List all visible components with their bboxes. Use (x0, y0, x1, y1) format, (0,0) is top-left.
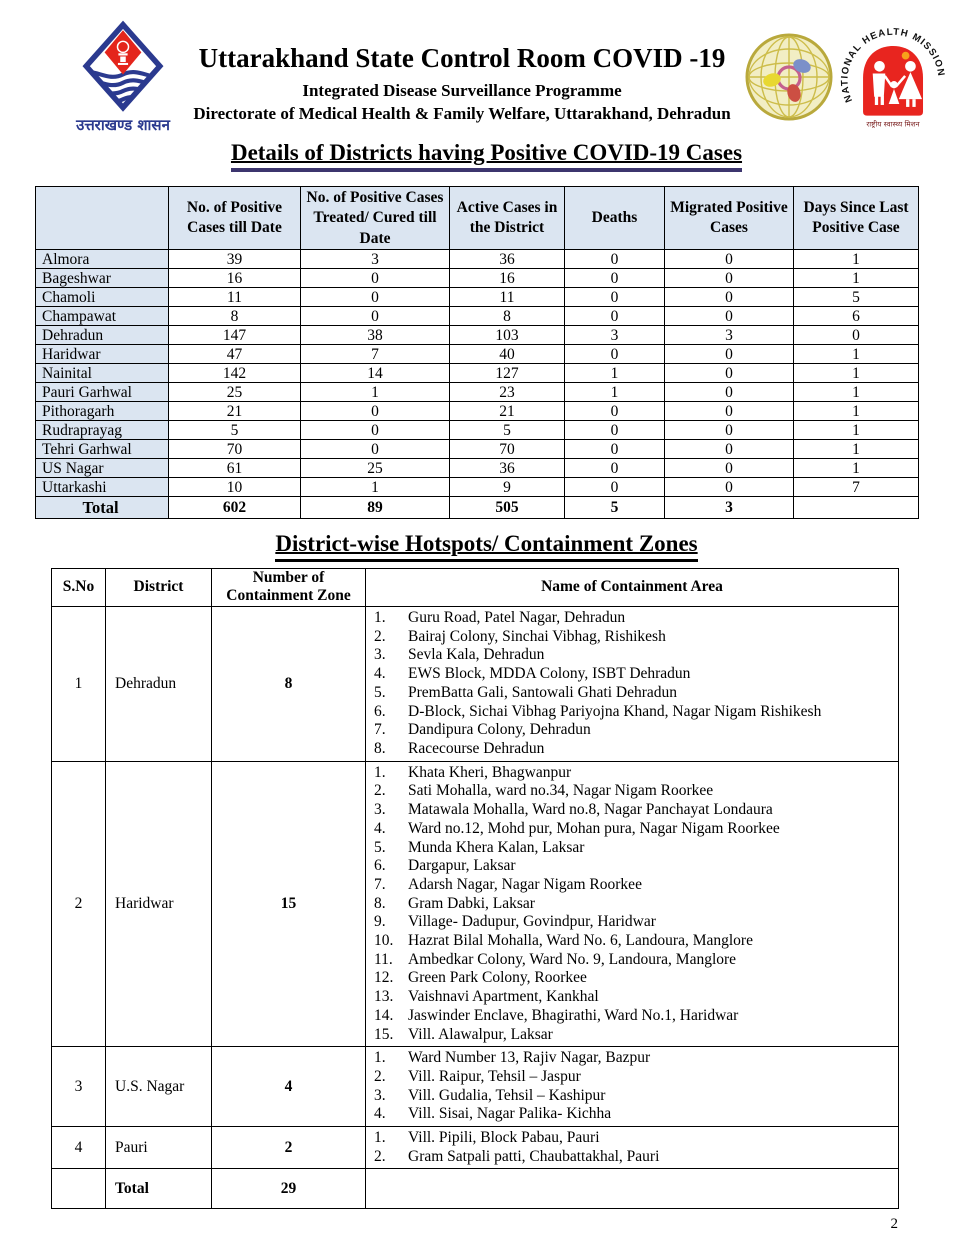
area-item-number: 15. (374, 1025, 394, 1043)
case-count-cell: 0 (301, 440, 450, 459)
serial-number-cell: 4 (52, 1127, 106, 1169)
total-value-cell: 602 (169, 497, 301, 519)
case-count-cell: 40 (450, 345, 565, 364)
containment-area-item (374, 628, 894, 647)
case-count-cell: 25 (301, 459, 450, 478)
case-count-cell: 5 (169, 421, 301, 440)
containment-area-item (374, 665, 894, 684)
area-item-text: Adarsh Nagar, Nagar Nigam Roorkee (408, 875, 642, 893)
case-count-cell: 0 (565, 402, 665, 421)
area-item-number: 3. (374, 801, 386, 819)
case-count-cell: 7 (301, 345, 450, 364)
district-name-cell: Tehri Garhwal (36, 440, 169, 459)
uttarakhand-logo-caption: उत्तराखण्ड शासन (76, 116, 170, 134)
case-count-cell: 38 (301, 326, 450, 345)
case-count-cell: 6 (794, 307, 919, 326)
containment-area-item (374, 764, 894, 783)
area-item-text: Ward Number 13, Rajiv Nagar, Bazpur (408, 1049, 651, 1067)
case-count-cell: 0 (565, 269, 665, 288)
total-value-cell: 5 (565, 497, 665, 519)
containment-area-item (374, 1007, 894, 1026)
area-item-number: 5. (374, 838, 386, 856)
containment-area-item (374, 609, 894, 628)
containment-area-item (374, 1105, 894, 1124)
area-item-number: 8. (374, 894, 386, 912)
area-item-number: 4. (374, 665, 386, 683)
area-item-text: Bairaj Colony, Sinchai Vibhag, Rishikesh (408, 627, 666, 645)
district-name-cell: Almora (36, 250, 169, 269)
case-count-cell: 0 (665, 421, 794, 440)
column-header-district: District (106, 568, 212, 606)
district-name-cell: Uttarkashi (36, 478, 169, 497)
area-item-number: 2. (374, 627, 386, 645)
globe-icon (744, 32, 834, 122)
containment-area-item (374, 988, 894, 1007)
containment-area-item (374, 969, 894, 988)
total-row (36, 497, 919, 519)
district-data-row (36, 421, 919, 440)
area-item-number: 3. (374, 646, 386, 664)
case-count-cell: 0 (565, 440, 665, 459)
total-value-cell: 89 (301, 497, 450, 519)
case-count-cell: 0 (301, 307, 450, 326)
case-count-cell: 0 (301, 269, 450, 288)
case-count-cell: 8 (450, 307, 565, 326)
section2-heading: District-wise Hotspots/ Containment Zones (275, 531, 697, 561)
case-count-cell: 0 (565, 478, 665, 497)
containment-areas-cell (366, 761, 899, 1047)
document-subtitle-directorate: Directorate of Medical Health & Family Welfare, Uttarakhand, Dehradun (193, 103, 731, 123)
area-item-text: Vill. Alawalpur, Laksar (408, 1025, 553, 1043)
case-count-cell: 0 (301, 402, 450, 421)
case-count-cell: 0 (665, 288, 794, 307)
case-count-cell: 0 (665, 459, 794, 478)
area-item-number: 7. (374, 721, 386, 739)
total-zone-count-cell: 29 (212, 1169, 366, 1209)
case-count-cell: 0 (665, 269, 794, 288)
case-count-cell: 1 (794, 345, 919, 364)
containment-area-item (374, 932, 894, 951)
case-count-cell: 0 (565, 421, 665, 440)
area-item-number: 1. (374, 763, 386, 781)
serial-number-cell: 2 (52, 761, 106, 1047)
case-count-cell: 9 (450, 478, 565, 497)
case-count-cell: 0 (665, 364, 794, 383)
district-data-row (36, 250, 919, 269)
containment-areas-cell (366, 1127, 899, 1169)
containment-table-header-row (52, 568, 899, 606)
area-item-number: 2. (374, 1147, 386, 1165)
area-item-number: 13. (374, 988, 394, 1006)
containment-total-row (52, 1169, 899, 1209)
column-header-treated-cured: No. of Positive Cases Treated/ Cured till Date (301, 187, 450, 250)
area-item-number: 6. (374, 857, 386, 875)
district-name-cell: U.S. Nagar (106, 1047, 212, 1127)
case-count-cell: 36 (450, 459, 565, 478)
case-count-cell: 1 (794, 421, 919, 440)
district-name-cell: Bageshwar (36, 269, 169, 288)
area-item-number: 10. (374, 932, 394, 950)
case-count-cell: 3 (301, 250, 450, 269)
district-name-cell: US Nagar (36, 459, 169, 478)
area-item-text: Hazrat Bilal Mohalla, Ward No. 6, Landoura, Manglore (408, 932, 753, 950)
nhm-logo (836, 16, 952, 134)
case-count-cell: 0 (565, 250, 665, 269)
page-number: 2 (890, 1216, 898, 1233)
case-count-cell: 11 (169, 288, 301, 307)
case-count-cell: 0 (665, 307, 794, 326)
area-item-text: Ward no.12, Mohd pur, Mohan pura, Nagar Nigam Roorkee (408, 819, 780, 837)
area-item-number: 2. (374, 782, 386, 800)
total-label-cell: Total (36, 497, 169, 519)
case-count-cell: 36 (450, 250, 565, 269)
district-data-row (36, 478, 919, 497)
column-header-positive-cases: No. of Positive Cases till Date (169, 187, 301, 250)
area-item-text: Vaishnavi Apartment, Kankhal (408, 988, 599, 1006)
document-header (0, 0, 973, 132)
case-count-cell: 11 (450, 288, 565, 307)
empty-sno-cell (52, 1169, 106, 1209)
containment-area-item (374, 684, 894, 703)
district-name-cell: Dehradun (106, 607, 212, 762)
case-count-cell: 16 (450, 269, 565, 288)
area-item-text: Vill. Sisai, Nagar Palika- Kichha (408, 1105, 612, 1123)
case-count-cell: 70 (450, 440, 565, 459)
case-count-cell: 0 (665, 383, 794, 402)
covid-cases-table (35, 186, 919, 519)
column-header-days-since: Days Since Last Positive Case (794, 187, 919, 250)
case-count-cell: 39 (169, 250, 301, 269)
area-item-text: Munda Khera Kalan, Laksar (408, 838, 585, 856)
district-name-cell: Haridwar (36, 345, 169, 364)
containment-areas-cell (366, 607, 899, 762)
district-data-row (36, 402, 919, 421)
district-data-row (36, 326, 919, 345)
area-item-text: Guru Road, Patel Nagar, Dehradun (408, 609, 626, 627)
area-item-number: 5. (374, 683, 386, 701)
containment-area-item (374, 820, 894, 839)
area-item-text: Vill. Raipur, Tehsil – Jaspur (408, 1067, 581, 1085)
containment-area-item (374, 1129, 894, 1148)
containment-area-item (374, 1068, 894, 1087)
nhm-bottom-text: राष्ट्रीय स्वास्थ्य मिशन (866, 119, 920, 129)
containment-area-item (374, 1087, 894, 1106)
district-name-cell: Champawat (36, 307, 169, 326)
column-header-zone-count: Number of Containment Zone (212, 568, 366, 606)
area-item-text: EWS Block, MDDA Colony, ISBT Dehradun (408, 665, 691, 683)
district-name-cell: Dehradun (36, 326, 169, 345)
area-item-number: 1. (374, 1049, 386, 1067)
area-item-text: Village- Dadupur, Govindpur, Haridwar (408, 913, 656, 931)
containment-area-item (374, 857, 894, 876)
case-count-cell: 0 (565, 459, 665, 478)
case-count-cell: 14 (301, 364, 450, 383)
district-data-row (36, 345, 919, 364)
case-count-cell: 21 (450, 402, 565, 421)
corner-header-cell (36, 187, 169, 250)
area-item-text: Dargapur, Laksar (408, 857, 516, 875)
area-item-number: 9. (374, 913, 386, 931)
case-count-cell: 0 (301, 421, 450, 440)
area-item-text: D-Block, Sichai Vibhag Pariyojna Khand, Nagar Nigam Rishikesh (408, 702, 822, 720)
area-item-text: Khata Kheri, Bhagwanpur (408, 763, 572, 781)
area-item-text: Gram Satpali patti, Chaubattakhal, Pauri (408, 1147, 660, 1165)
zone-count-cell: 15 (212, 761, 366, 1047)
area-item-number: 4. (374, 1105, 386, 1123)
column-header-area-name: Name of Containment Area (366, 568, 899, 606)
containment-area-item (374, 1148, 894, 1167)
containment-area-item (374, 703, 894, 722)
total-value-cell: 505 (450, 497, 565, 519)
case-count-cell: 1 (794, 364, 919, 383)
district-name-cell: Pithoragarh (36, 402, 169, 421)
case-count-cell: 3 (565, 326, 665, 345)
case-count-cell: 1 (301, 383, 450, 402)
serial-number-cell: 1 (52, 607, 106, 762)
case-count-cell: 1 (794, 440, 919, 459)
containment-zone-row (52, 761, 899, 1047)
containment-zone-row (52, 1127, 899, 1169)
area-item-text: PremBatta Gali, Santowali Ghati Dehradun (408, 683, 678, 701)
zone-count-cell: 4 (212, 1047, 366, 1127)
area-item-number: 1. (374, 1129, 386, 1147)
uttarakhand-govt-logo (60, 22, 186, 135)
area-item-number: 12. (374, 969, 394, 987)
case-count-cell: 0 (665, 402, 794, 421)
district-name-cell: Chamoli (36, 288, 169, 307)
area-item-number: 1. (374, 609, 386, 627)
zone-count-cell: 8 (212, 607, 366, 762)
case-count-cell: 0 (565, 345, 665, 364)
case-count-cell: 1 (794, 269, 919, 288)
area-item-text: Sati Mohalla, ward no.34, Nagar Nigam Roorkee (408, 782, 714, 800)
column-header-migrated: Migrated Positive Cases (665, 187, 794, 250)
case-count-cell: 10 (169, 478, 301, 497)
containment-zones-table (51, 568, 899, 1210)
area-item-number: 2. (374, 1067, 386, 1085)
zone-count-cell: 2 (212, 1127, 366, 1169)
case-count-cell: 0 (665, 345, 794, 364)
case-count-cell: 142 (169, 364, 301, 383)
area-item-text: Dandipura Colony, Dehradun (408, 721, 591, 739)
area-item-number: 8. (374, 739, 386, 757)
total-label-cell: Total (106, 1169, 212, 1209)
case-count-cell: 1 (794, 459, 919, 478)
district-name-cell: Rudraprayag (36, 421, 169, 440)
case-count-cell: 0 (565, 307, 665, 326)
serial-number-cell: 3 (52, 1047, 106, 1127)
containment-zone-row (52, 1047, 899, 1127)
total-value-cell (794, 497, 919, 519)
containment-area-item (374, 876, 894, 895)
covid-table-header-row (36, 187, 919, 250)
case-count-cell: 70 (169, 440, 301, 459)
district-data-row (36, 383, 919, 402)
case-count-cell: 23 (450, 383, 565, 402)
containment-area-item (374, 839, 894, 858)
district-name-cell: Nainital (36, 364, 169, 383)
case-count-cell: 1 (301, 478, 450, 497)
district-data-row (36, 364, 919, 383)
containment-area-item (374, 1026, 894, 1045)
case-count-cell: 0 (665, 250, 794, 269)
document-subtitle-programme: Integrated Disease Surveillance Programme (302, 80, 622, 100)
containment-area-item (374, 740, 894, 759)
case-count-cell: 1 (794, 250, 919, 269)
nhm-logo-icon (836, 16, 952, 134)
area-item-number: 3. (374, 1086, 386, 1104)
area-item-text: Sevla Kala, Dehradun (408, 646, 545, 664)
containment-areas-cell (366, 1047, 899, 1127)
district-name-cell: Haridwar (106, 761, 212, 1047)
containment-area-item (374, 782, 894, 801)
case-count-cell: 0 (565, 288, 665, 307)
containment-area-item (374, 801, 894, 820)
section1-heading: Details of Districts having Positive COVID-19 Cases (231, 140, 742, 172)
case-count-cell: 0 (665, 440, 794, 459)
district-data-row (36, 440, 919, 459)
area-item-text: Vill. Pipili, Block Pabau, Pauri (408, 1129, 600, 1147)
case-count-cell: 0 (665, 478, 794, 497)
case-count-cell: 0 (301, 288, 450, 307)
total-value-cell: 3 (665, 497, 794, 519)
header-text-block (186, 44, 738, 124)
area-item-number: 11. (374, 950, 393, 968)
case-count-cell: 47 (169, 345, 301, 364)
case-count-cell: 7 (794, 478, 919, 497)
area-item-text: Ambedkar Colony, Ward No. 9, Landoura, Manglore (408, 950, 737, 968)
case-count-cell: 1 (794, 402, 919, 421)
case-count-cell: 5 (794, 288, 919, 307)
containment-area-item (374, 721, 894, 740)
containment-area-item (374, 1049, 894, 1068)
area-item-text: Matawala Mohalla, Ward no.8, Nagar Panchayat Londaura (408, 801, 773, 819)
district-data-row (36, 459, 919, 478)
area-item-text: Green Park Colony, Roorkee (408, 969, 587, 987)
column-header-deaths: Deaths (565, 187, 665, 250)
district-data-row (36, 269, 919, 288)
containment-area-item (374, 895, 894, 914)
area-item-text: Vill. Gudalia, Tehsil – Kashipur (408, 1086, 606, 1104)
district-name-cell: Pauri (106, 1127, 212, 1169)
district-name-cell: Pauri Garhwal (36, 383, 169, 402)
idsp-globe-logo (744, 32, 834, 122)
containment-zone-row (52, 607, 899, 762)
case-count-cell: 8 (169, 307, 301, 326)
area-item-number: 4. (374, 819, 386, 837)
case-count-cell: 0 (794, 326, 919, 345)
case-count-cell: 25 (169, 383, 301, 402)
district-data-row (36, 307, 919, 326)
case-count-cell: 21 (169, 402, 301, 421)
case-count-cell: 3 (665, 326, 794, 345)
area-item-text: Gram Dabki, Laksar (408, 894, 535, 912)
case-count-cell: 5 (450, 421, 565, 440)
district-data-row (36, 288, 919, 307)
containment-area-item (374, 913, 894, 932)
case-count-cell: 16 (169, 269, 301, 288)
column-header-active-cases: Active Cases in the District (450, 187, 565, 250)
uttarakhand-emblem-icon (67, 22, 179, 114)
case-count-cell: 61 (169, 459, 301, 478)
case-count-cell: 147 (169, 326, 301, 345)
nhm-sun-icon (902, 52, 910, 60)
area-item-text: Racecourse Dehradun (408, 739, 545, 757)
column-header-sno: S.No (52, 568, 106, 606)
empty-areas-cell (366, 1169, 899, 1209)
document-title: Uttarakhand State Control Room COVID -19 (198, 43, 726, 73)
containment-area-item (374, 951, 894, 970)
containment-area-item (374, 646, 894, 665)
area-item-number: 14. (374, 1006, 394, 1024)
case-count-cell: 1 (565, 383, 665, 402)
nhm-arc-text: NATIONAL HEALTH MISSION (839, 26, 947, 104)
area-item-text: Jaswinder Enclave, Bhagirathi, Ward No.1, Haridwar (408, 1006, 739, 1024)
case-count-cell: 103 (450, 326, 565, 345)
case-count-cell: 1 (565, 364, 665, 383)
area-item-number: 7. (374, 875, 386, 893)
case-count-cell: 127 (450, 364, 565, 383)
case-count-cell: 1 (794, 383, 919, 402)
area-item-number: 6. (374, 702, 386, 720)
